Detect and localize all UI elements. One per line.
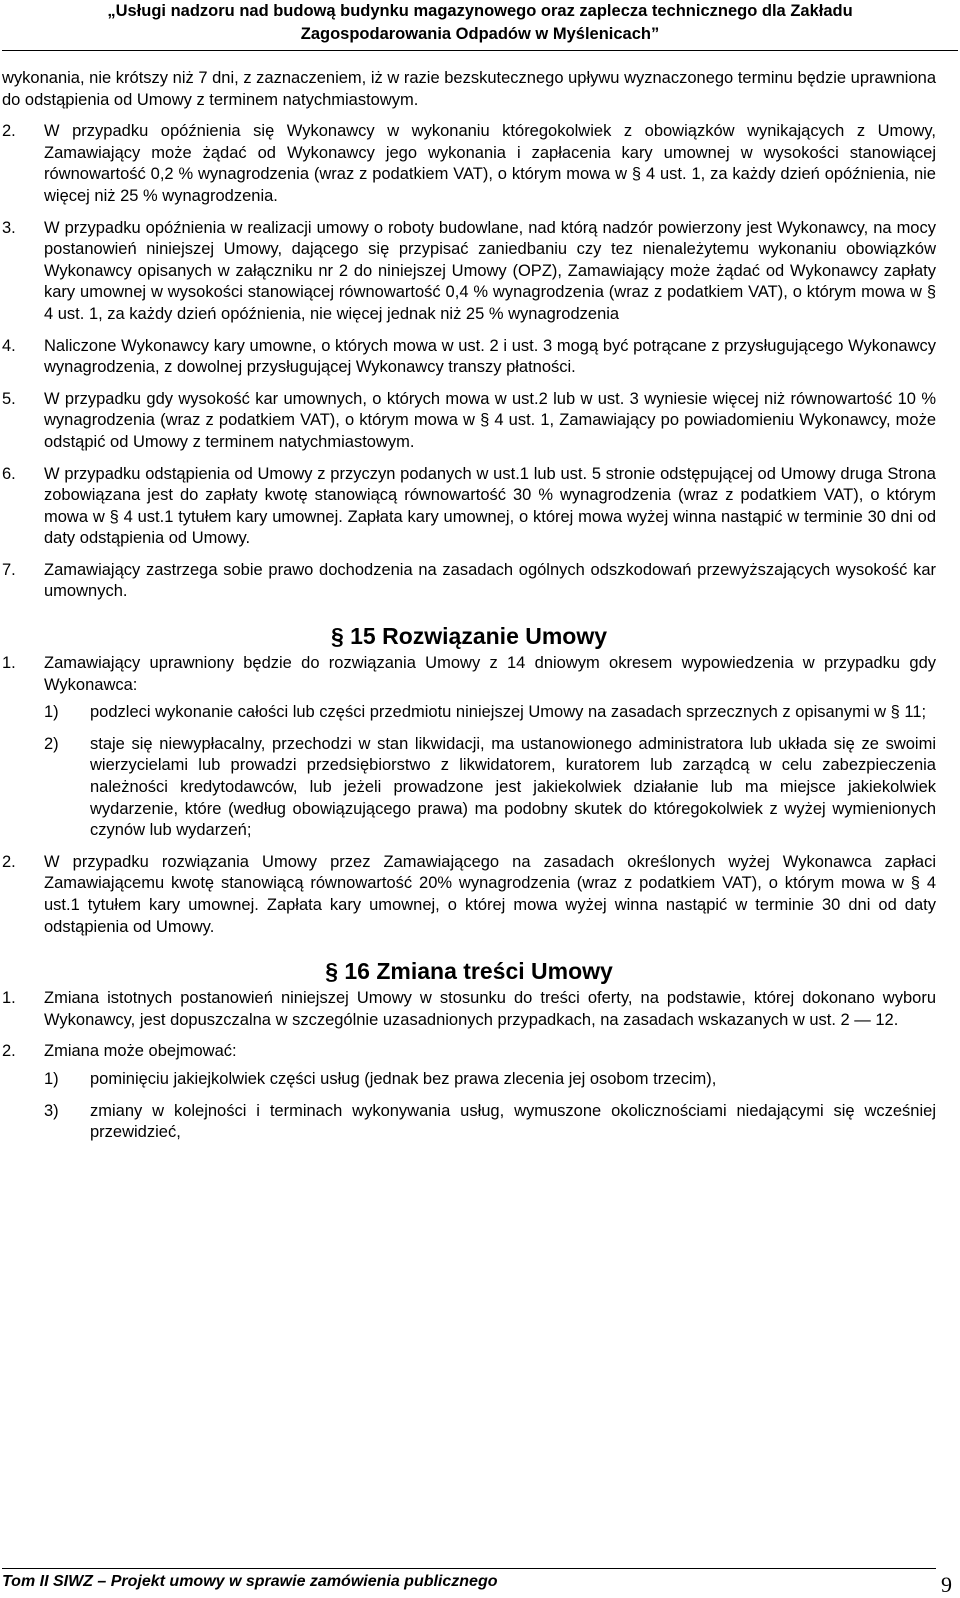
list-item [2,988,936,1031]
list-item [2,121,936,207]
item-number: 5. [2,389,16,408]
item-number: 6. [2,464,16,483]
item-text: W przypadku gdy wysokość kar umownych, o których mowa w ust.2 lub w ust. 3 wyniesie więcej niż równowartość 10 % wynagrodzenia (wraz z podatkiem VAT), o którym mowa w § 4 ust. 1, Zamawiający po powiadomieniu Wykonawcy, może odstąpić od Umowy z terminem natychmiastowym. [44,389,936,451]
item-number: 3. [2,218,16,237]
item-text: Zmiana może obejmować: [44,1042,237,1061]
item-number: 2. [2,122,16,141]
sub-item-number: 1) [44,1069,59,1088]
header-rule [2,50,958,51]
section-title: § 15 Rozwiązanie Umowy [330,623,608,650]
list-item [2,336,936,379]
list-item [2,1041,936,1063]
sub-item-number: 2) [44,734,59,753]
header-line-2: Zagospodarowania Odpadów w Myślenicach” [300,25,660,43]
sub-item-number: 1) [44,703,59,722]
item-number: 7. [2,560,16,579]
list-item [2,852,936,938]
sub-item-text: zmiany w kolejności i terminach wykonywania usług, wymuszone okolicznościami niedającymi się wcześniej przewidzieć, [90,1101,936,1142]
sub-item [44,734,936,842]
item-text: Zmiana istotnych postanowień niniejszej Umowy w stosunku do treści oferty, na podstawie, której dokonano wyboru Wykonawcy, jest dopuszczalna w szczególnie uzasadnionych przypadkach, na zasadach wskazanych w ust. 2 — 12. [44,989,936,1029]
item-number: 2. [2,1042,16,1061]
item-number: 2. [2,852,16,871]
section-16-heading [2,956,936,986]
item-text: Zamawiający uprawniony będzie do rozwiązania Umowy z 14 dniowym okresem wypowiedzenia w przypadku gdy Wykonawca: [44,654,936,694]
sub-item-text: staje się niewypłacalny, przechodzi w stan likwidacji, ma ustanowionego administratora lub układa się ze swoimi wierzycielami lub prowadzi przedsiębiorstwo z likwidatorem, kuratorem lub zarządcą w celu zabezpieczenia należności kredytodawców, lub jeżeli prowadzone jest jakiekolwiek działanie lub ma miejsce jakiekolwiek wydarzenie, które (według obowiązującego prawa) ma podobny skutek do któregokolwiek z wyżej wymienionych czynów lub wydarzeń; [90,734,936,840]
list-item [2,389,936,454]
list-item [2,218,936,326]
sub-item-text: pominięciu jakiejkolwiek części usług (jednak bez prawa zlecenia jej osobom trzecim), [90,1069,717,1088]
item-text: Naliczone Wykonawcy kary umowne, o których mowa w ust. 2 i ust. 3 mogą być potrącane z przysługującego Wykonawcy wynagrodzenia, z dowolnej przysługującej Wykonawcy transzy płatności. [44,336,936,377]
header-line-1: „Usługi nadzoru nad budową budynku magazynowego oraz zaplecza technicznego dla Zakładu [107,2,853,20]
item-text: W przypadku rozwiązania Umowy przez Zamawiającego na zasadach określonych wyżej Wykonawca zapłaci Zamawiającemu kwotę stanowiącą równowartość 20% wynagrodzenia (wraz z podatkiem VAT), o którym mowa w § 4 ust.1 tytułem kary umownej. Zapłata kary umownej, o której mowa wyżej winna nastąpić w terminie 30 dni od daty odstąpienia od Umowy. [44,852,936,936]
sub-item-number: 3) [44,1101,59,1120]
sub-item [44,1101,936,1144]
document-header [0,0,960,46]
item-text: W przypadku opóźnienia w realizacji umowy o roboty budowlane, nad którą nadzór powierzony jest Wykonawcy, na mocy postanowień niniejszej Umowy, dającego się przypisać zaniedbaniu czy tez nienależytemu wykonaniu obowiązków Wykonawcy opisanych w załączniku nr 2 do niniejszej Umowy (OPZ), Zamawiający może żądać od Wykonawcy zapłaty kary umownej w wysokości stanowiącej równowartość 0,4 % wynagrodzenia (wraz z podatkiem VAT), o którym mowa w § 4 ust. 1, za każdy dzień opóźnienia, nie więcej jednak niż 25 % wynagrodzenia [44,218,936,323]
sub-item-text: podzleci wykonanie całości lub części przedmiotu niniejszej Umowy na zasadach sprzecznych z opisanymi w § 11; [90,703,927,722]
item-number: 1. [2,989,16,1008]
document-body [2,68,936,1154]
intro-paragraph: wykonania, nie krótszy niż 7 dni, z zaznaczeniem, iż w razie bezskutecznego upływu wyznaczonego terminu będzie uprawniona do odstąpienia od Umowy z terminem natychmiastowym. [2,69,936,109]
list-item [2,464,936,550]
sub-item [44,1069,936,1091]
section-title: § 16 Zmiana treści Umowy [325,958,613,985]
list-item [2,653,936,696]
page-footer: Tom II SIWZ – Projekt umowy w sprawie zamówienia publicznego [2,1568,936,1591]
section-15-heading [2,621,936,651]
item-text: Zamawiający zastrzega sobie prawo dochodzenia na zasadach ogólnych odszkodowań przewyższających wysokość kar umownych. [44,560,936,601]
item-number: 1. [2,654,16,673]
sub-item [44,702,936,724]
page-number: 9 [941,1572,952,1597]
item-text: W przypadku opóźnienia się Wykonawcy w wykonaniu któregokolwiek z obowiązków wynikających z Umowy, Zamawiający może żądać od Wykonawcy jego wykonania i zapłacenia kary umownej w wysokości stanowiącej równowartość 0,2 % wynagrodzenia (wraz z podatkiem VAT), o którym mowa w § 4 ust. 1, za każdy dzień opóźnienia, nie więcej niż 25 % wynagrodzenia. [44,122,936,205]
item-text: W przypadku odstąpienia od Umowy z przyczyn podanych w ust.1 lub ust. 5 stronie odstępującej od Umowy druga Strona zobowiązana jest do zapłaty kwotę stanowiącą równowartość 30 % wynagrodzenia (wraz z podatkiem VAT), o którym mowa w § 4 ust.1 tytułem kary umownej. Zapłata kary umownej, o której mowa wyżej winna nastąpić w terminie 30 dni od daty odstąpienia od Umowy. [44,464,936,548]
list-item [2,560,936,603]
item-number: 4. [2,336,16,355]
